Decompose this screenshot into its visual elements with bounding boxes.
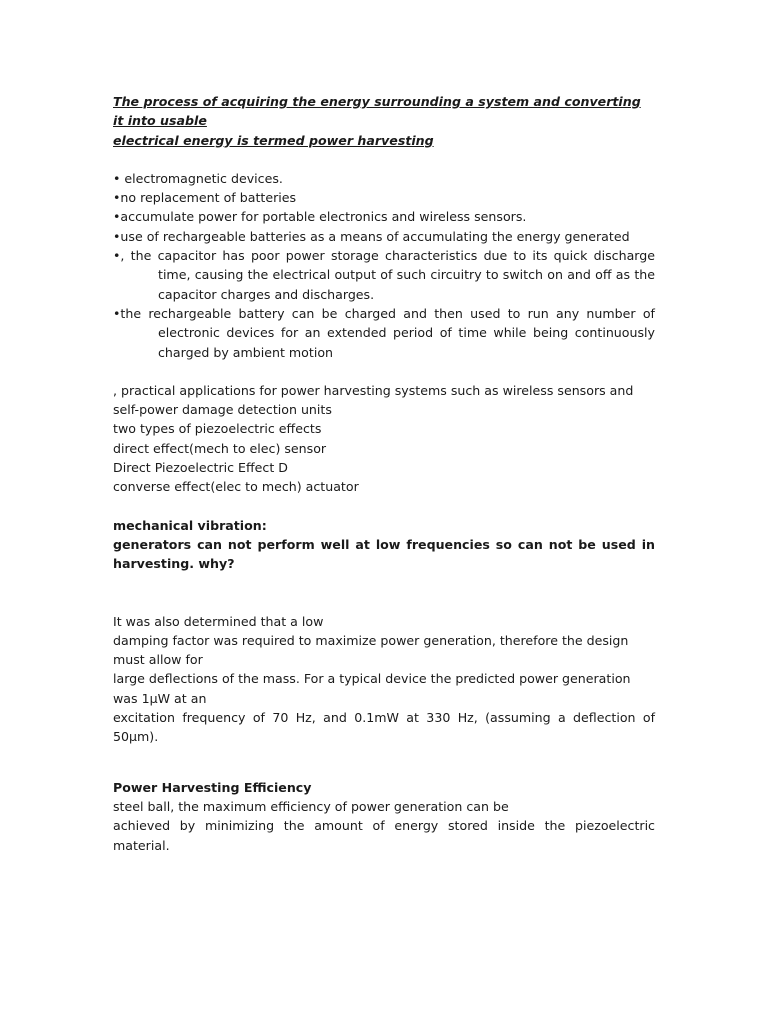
note-line: Direct Piezoelectric Effect D [113,460,288,476]
efficiency-line: achieved by minimizing the amount of energy stored inside the piezoelectric material. [113,818,655,853]
determination-line: excitation frequency of 70 Hz, and 0.1mW at 330 Hz, (assuming a deflection of 50μm). [113,710,655,745]
determination-line: damping factor was required to maximize power generation, therefore the design must allow for [113,632,629,668]
bullet-item: •accumulate power for portable electronics and wireless sensors. [113,209,527,225]
note-line: converse effect(elec to mech) actuator [113,479,359,495]
bullet-item: • electromagnetic devices. [113,170,283,186]
bullet-item: •the rechargeable battery can be charged and then used to run any number of electronic devices for an extended period of time while being continuously charged by ambient motion [113,305,655,360]
bullet-list [113,169,655,362]
spacer [113,747,655,778]
document-page [113,92,655,855]
determination-line: It was also determined that a low [113,613,324,629]
bullet-item: •, the capacitor has poor power storage characteristics due to its quick discharge time, causing the electrical output of such circuitry to switch on and off as the capacitor charges and discharges. [113,248,655,302]
spacer [113,362,655,381]
note-line: two types of piezoelectric effects [113,421,322,437]
note-line: , practical applications for power harvesting systems such as wireless sensors and [113,382,634,398]
spacer [113,574,655,612]
heading-line-2: electrical energy is termed power harvesting [113,132,434,148]
note-line: direct effect(mech to elec) sensor [113,440,327,456]
notes-block [113,381,655,497]
heading-line-1: The process of acquiring the energy surrounding a system and converting it into usable [113,94,641,129]
bullet-item: •use of rechargeable batteries as a means of accumulating the energy generated [113,228,630,244]
determination-block [113,612,655,747]
vibration-question: generators can not perform well at low frequencies so can not be used in harvesting. why? [113,536,655,572]
note-line: self-power damage detection units [113,402,332,418]
efficiency-line: steel ball, the maximum efficiency of power generation can be [113,798,509,814]
bullet-item: •no replacement of batteries [113,190,297,206]
vibration-title: mechanical vibration: [113,517,267,533]
spacer [113,497,655,516]
determination-line: large deflections of the mass. For a typical device the predicted power generation was 1μW at an [113,671,631,706]
efficiency-title: Power Harvesting Efficiency [113,779,312,795]
